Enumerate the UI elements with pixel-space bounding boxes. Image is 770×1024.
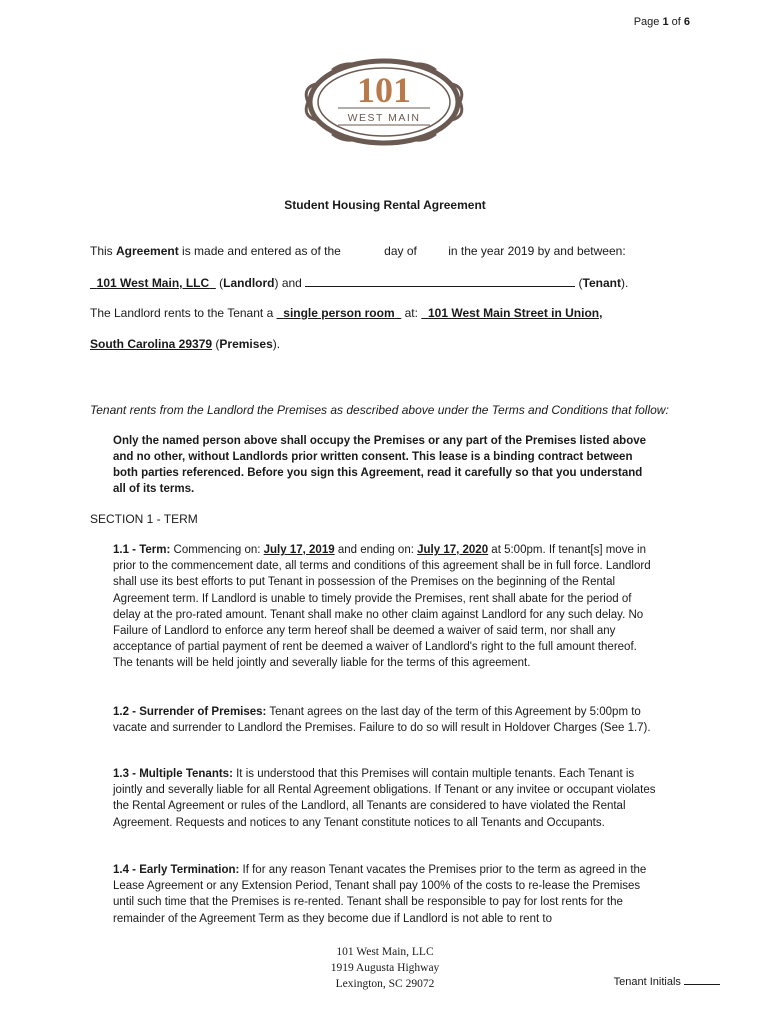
clause-1-2: 1.2 - Surrender of Premises: Tenant agrees on the last day of the term of this Agreement by 5:00pm to vacate and surrender to Landlord the Premises. Failure to do so will result in Holdover Charges (See 1.7). xyxy=(113,706,651,735)
intro-line-4: South Carolina 29379 (Premises). xyxy=(90,337,281,351)
clause-1-1: 1.1 - Term: Commencing on: July 17, 2019 and ending on: July 17, 2020 at 5:00pm. If tenant[s] move in prior to the commencement date, all terms and conditions of this agreement shall be in full force. Landlord shall use its best efforts to put Tenant in possession of the Premises on the beginning of the Rental Agreement term. If Landlord is unable to timely provide the Premises, rent shall abate for the period of delay at the pro-rated amount. Tenant shall make no other claim against Landlord for any such delay. No Failure of Landlord to enforce any term hereof shall be deemed a waiver of said term, nor shall any acceptance of partial payment of rent be deemed a waiver of Landlord's right to the full amount thereof. The tenants will be held jointly and severally liable for the terms of this agreement. xyxy=(113,544,651,670)
tenant-initials-blank xyxy=(684,975,720,985)
page-number: Page 1 of 6 xyxy=(633,16,690,28)
intro-line-1: This Agreement is made and entered as of the day of in the year 2019 by and between: xyxy=(90,244,626,258)
address-line-1: 101 West Main Street in Union, xyxy=(427,306,603,320)
logo-name: WEST MAIN xyxy=(347,112,421,124)
footer-address: 101 West Main, LLC 1919 Augusta Highway Lexington, SC 29072 xyxy=(330,946,440,990)
landlord-name: 101 West Main, LLC xyxy=(96,276,210,290)
clause-1-4: 1.4 - Early Termination: If for any reason Tenant vacates the Premises prior to the term as agreed in the Lease Agreement or any Extension Period, Tenant shall pay 100% of the costs to re-lease the Premises until such time that the Premises is re-rented. Tenant shall be responsible to pay for lost rents for the remainder of the Agreement Term as they become due if Landlord is not able to rent to xyxy=(113,864,647,925)
clause-1-3: 1.3 - Multiple Tenants: It is understood that this Premises will contain multiple tenants. Each Tenant is jointly and severally liable for all Rental Agreement obligations. If Tenant or any invitee or occupant violates the Rental Agreement or rules of the Landlord, all Tenants are considered to have violated the Rental Agreement. Requests and notices to any Tenant constitute notices to all Tenants and Occupants. xyxy=(113,768,656,829)
tenant-name-blank xyxy=(305,275,575,287)
occupancy-notice: Only the named person above shall occupy the Premises or any part of the Premises listed above and no other, without Landlords prior written consent. This lease is a binding contract between both parties referenced. Before you sign this Agreement, read it carefully so that you understand all of its terms. xyxy=(113,435,647,495)
document-title: Student Housing Rental Agreement xyxy=(284,198,486,212)
intro-line-2: 101 West Main, LLC (Landlord) and (Tenant). xyxy=(90,275,628,290)
tenant-initials: Tenant Initials xyxy=(614,975,720,988)
section-1-heading: SECTION 1 - TERM xyxy=(90,512,198,526)
intro-line-3: The Landlord rents to the Tenant a single person room at: 101 West Main Street in Union, xyxy=(90,306,603,320)
room-type: single person room xyxy=(283,306,395,320)
logo-number: 101 xyxy=(357,70,411,110)
terms-intro: Tenant rents from the Landlord the Premises as described above under the Terms and Conditions that follow: xyxy=(90,403,669,417)
west-main-logo xyxy=(302,52,466,152)
